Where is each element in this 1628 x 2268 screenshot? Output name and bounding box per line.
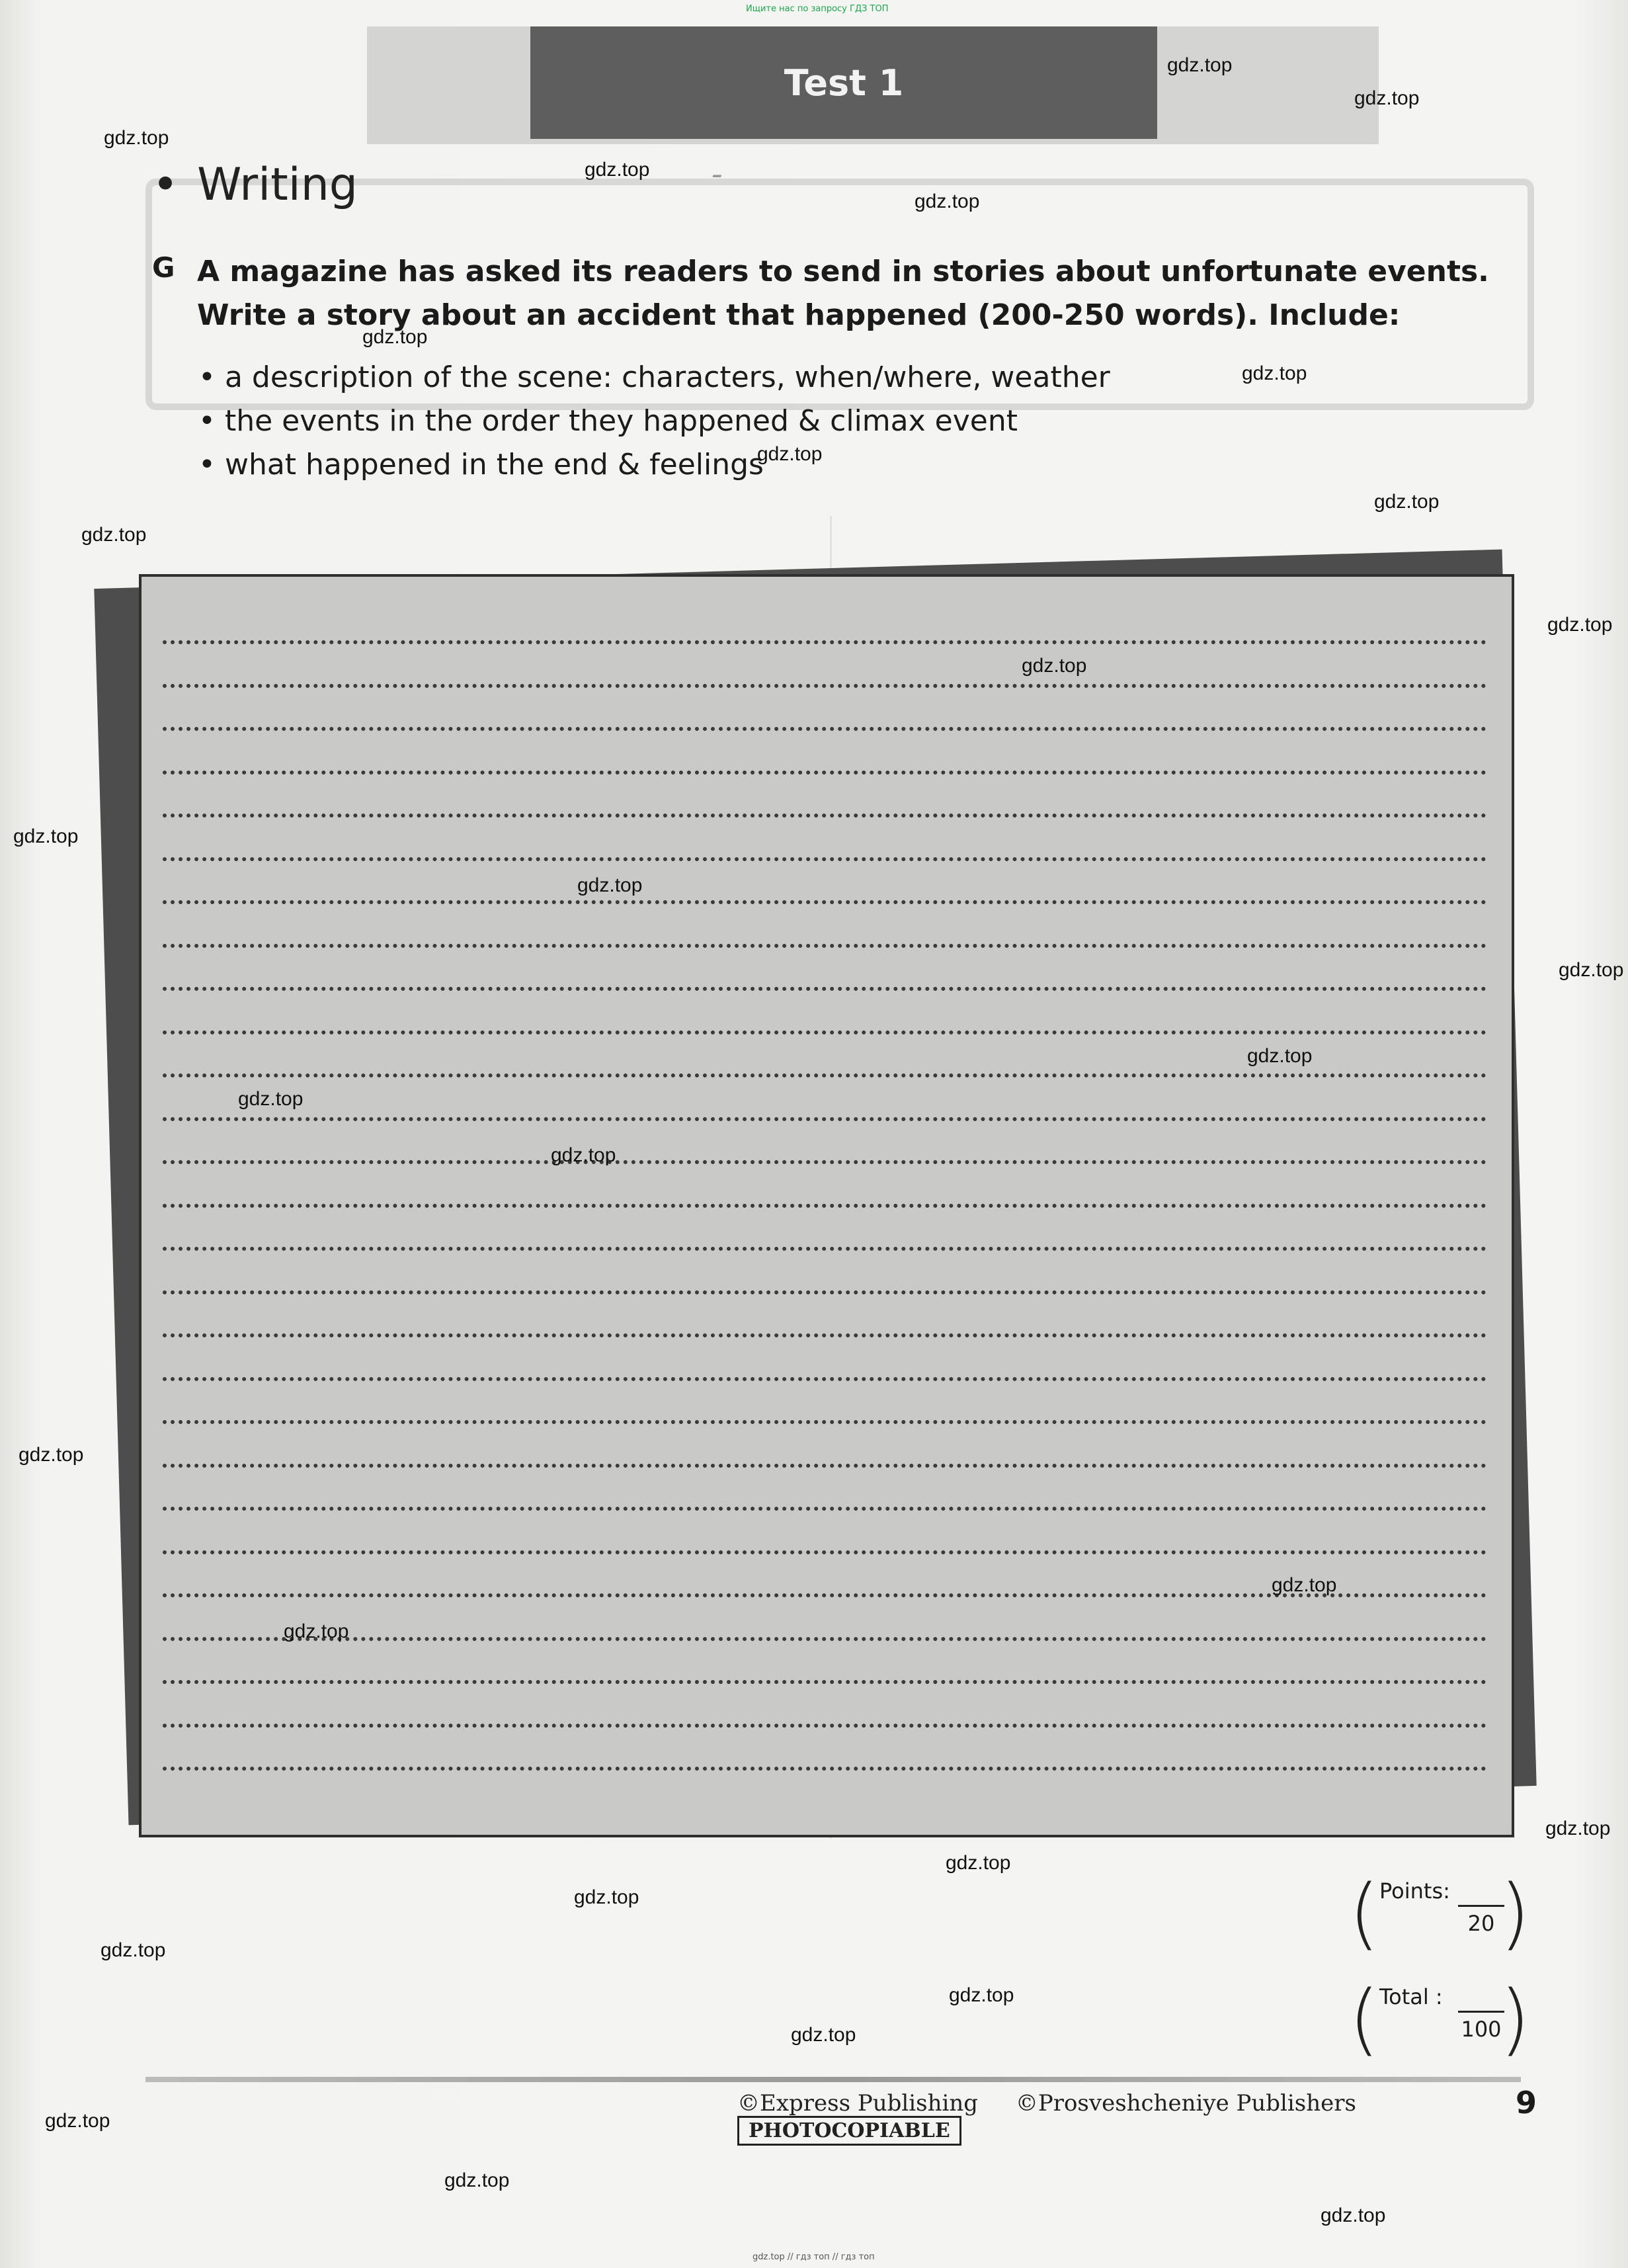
writing-area[interactable] bbox=[139, 574, 1514, 1837]
watermark-text: gdz.top bbox=[1545, 1818, 1611, 1839]
watermark-text: gdz.top bbox=[1547, 614, 1613, 636]
score-panel bbox=[1349, 1867, 1531, 2078]
watermark-text: gdz.top bbox=[19, 1444, 84, 1466]
section-title: Writing bbox=[197, 159, 358, 211]
bottom-note: gdz.top // гдз топ // гдз топ bbox=[753, 2252, 875, 2262]
watermark-text: gdz.top bbox=[45, 2110, 110, 2132]
writing-line[interactable] bbox=[163, 944, 1486, 948]
writing-line[interactable] bbox=[163, 857, 1486, 861]
writing-line[interactable] bbox=[163, 1464, 1486, 1468]
writing-line[interactable] bbox=[163, 814, 1486, 818]
publisher-prosveshcheniye: ©Prosveshcheniye Publishers bbox=[1015, 2090, 1356, 2117]
total-max: 100 bbox=[1461, 2017, 1502, 2042]
total-box: ( Total : 100 ) bbox=[1349, 1973, 1531, 2064]
publisher-express: ©Express Publishing bbox=[737, 2090, 979, 2117]
writing-line[interactable] bbox=[163, 640, 1486, 644]
points-box: ( Points: 20 ) bbox=[1349, 1867, 1531, 1958]
writing-line[interactable] bbox=[163, 1507, 1486, 1511]
watermark-text: gdz.top bbox=[1242, 362, 1307, 384]
task-letter: G bbox=[152, 251, 175, 284]
test-title-banner bbox=[530, 26, 1157, 139]
writing-line[interactable] bbox=[163, 1290, 1486, 1294]
watermark-text: gdz.top bbox=[577, 874, 643, 896]
writing-line[interactable] bbox=[163, 727, 1486, 731]
writing-line[interactable] bbox=[163, 1680, 1486, 1684]
writing-line[interactable] bbox=[163, 1767, 1486, 1771]
watermark-text: gdz.top bbox=[81, 524, 147, 546]
task-checklist bbox=[198, 356, 1190, 487]
writing-line[interactable] bbox=[163, 1724, 1486, 1728]
points-value-field[interactable] bbox=[1458, 1881, 1504, 1907]
writing-line[interactable] bbox=[163, 1073, 1486, 1077]
checklist-item: • what happened in the end & feelings bbox=[198, 448, 764, 482]
pencil-mark: ـ bbox=[713, 153, 721, 184]
watermark-text: gdz.top bbox=[1167, 54, 1233, 76]
writing-line[interactable] bbox=[163, 771, 1486, 775]
top-search-note: Ищите нас по запросу ГДЗ ТОП bbox=[746, 4, 889, 14]
watermark-text: gdz.top bbox=[1374, 491, 1440, 513]
watermark-text: gdz.top bbox=[915, 190, 980, 212]
section-bullet: • bbox=[152, 159, 179, 211]
watermark-text: gdz.top bbox=[284, 1620, 349, 1642]
watermark-text: gdz.top bbox=[362, 326, 428, 348]
writing-line[interactable] bbox=[163, 1333, 1486, 1337]
watermark-text: gdz.top bbox=[949, 1984, 1014, 2006]
footer-divider bbox=[145, 2077, 1521, 2082]
total-label: Total : bbox=[1379, 1984, 1443, 2009]
total-value-field[interactable] bbox=[1458, 1987, 1504, 2013]
watermark-text: gdz.top bbox=[13, 825, 79, 847]
checklist-item: • a description of the scene: characters, when/where, weather bbox=[198, 360, 1110, 394]
watermark-text: gdz.top bbox=[757, 443, 823, 465]
writing-line[interactable] bbox=[163, 1204, 1486, 1208]
bullet-icon: • bbox=[198, 404, 216, 438]
watermark-text: gdz.top bbox=[1272, 1574, 1337, 1596]
page-number: 9 bbox=[1516, 2085, 1537, 2121]
checklist-item: • the events in the order they happened & climax event bbox=[198, 404, 1018, 438]
watermark-text: gdz.top bbox=[585, 159, 650, 181]
writing-line[interactable] bbox=[163, 987, 1486, 991]
writing-line[interactable] bbox=[163, 1117, 1486, 1121]
writing-line[interactable] bbox=[163, 1420, 1486, 1424]
watermark-text: gdz.top bbox=[1354, 87, 1420, 109]
page-footer bbox=[737, 2090, 1628, 2143]
watermark-text: gdz.top bbox=[1247, 1045, 1313, 1067]
watermark-text: gdz.top bbox=[444, 2169, 510, 2191]
watermark-text: gdz.top bbox=[104, 127, 169, 149]
photocopiable-badge: PHOTOCOPIABLE bbox=[737, 2116, 961, 2146]
section-heading bbox=[152, 159, 358, 211]
writing-line[interactable] bbox=[163, 1377, 1486, 1381]
watermark-text: gdz.top bbox=[946, 1852, 1011, 1874]
watermark-text: gdz.top bbox=[1321, 2205, 1386, 2226]
points-max: 20 bbox=[1467, 1911, 1495, 1936]
task-instruction: A magazine has asked its readers to send in stories about unfortunate events. Write a story about an accident that happened (200-250 words). Include: bbox=[197, 255, 1489, 332]
watermark-text: gdz.top bbox=[1559, 959, 1624, 981]
writing-line[interactable] bbox=[163, 1030, 1486, 1034]
writing-line[interactable] bbox=[163, 900, 1486, 904]
writing-line[interactable] bbox=[163, 1550, 1486, 1554]
watermark-text: gdz.top bbox=[238, 1088, 304, 1110]
watermark-text: gdz.top bbox=[574, 1886, 639, 1908]
watermark-text: gdz.top bbox=[101, 1939, 166, 1961]
watermark-text: gdz.top bbox=[1022, 655, 1087, 677]
writing-line[interactable] bbox=[163, 1247, 1486, 1251]
watermark-text: gdz.top bbox=[791, 2024, 856, 2046]
watermark-text: gdz.top bbox=[551, 1144, 616, 1166]
writing-line[interactable] bbox=[163, 1637, 1486, 1641]
test-title: Test 1 bbox=[784, 62, 904, 104]
total-fraction bbox=[1458, 1987, 1504, 2042]
writing-line[interactable] bbox=[163, 684, 1486, 688]
points-label: Points: bbox=[1379, 1878, 1450, 1904]
bullet-icon: • bbox=[198, 360, 216, 394]
writing-line[interactable] bbox=[163, 1160, 1486, 1164]
points-fraction bbox=[1458, 1881, 1504, 1936]
bullet-icon: • bbox=[198, 448, 216, 482]
